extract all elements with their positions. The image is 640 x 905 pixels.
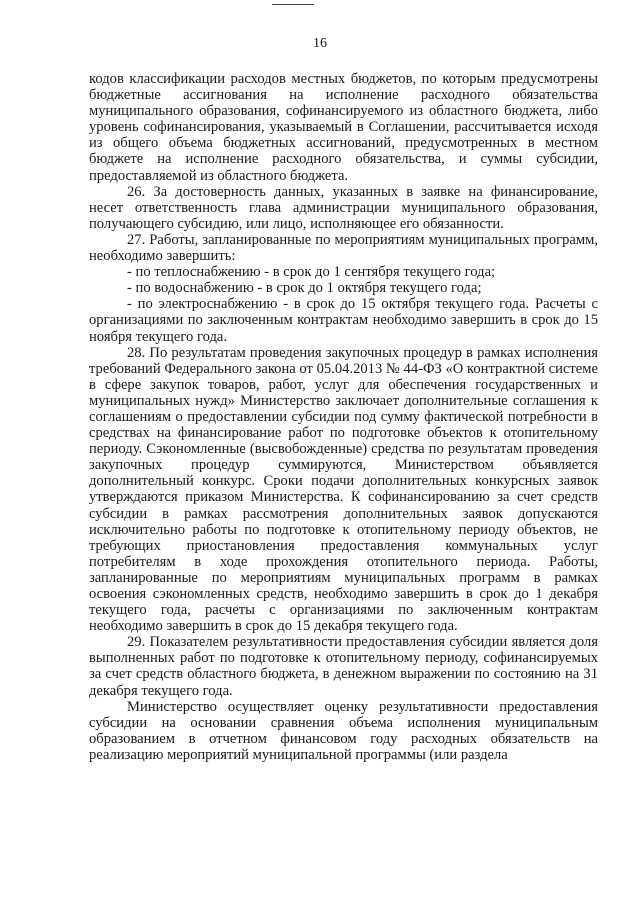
paragraph-27: 27. Работы, запланированные по мероприятиям муниципальных программ, необходимо завершить: <box>89 231 598 265</box>
paragraph-29: 29. Показателем результативности предоставления субсидии является доля выполненных работ по подготовке к отопительному периоду, софинансируемых за счет средств областного бюджета, в денежном выражении по состоянию на 31 декабря текущего года. <box>89 634 598 699</box>
list-item-heat-supply: - по теплоснабжению - в срок до 1 сентября текущего года; <box>127 264 496 281</box>
list-item-electricity-supply: - по электроснабжению - в срок до 15 октября текущего года. Расчеты с организациями по заключенным контрактам необходимо завершить в срок до 15 ноября текущего года. <box>89 296 598 345</box>
paragraph-26: 26. За достоверность данных, указанных в заявке на финансирование, несет ответственность глава администрации муниципального образования, получающего субсидию, или лицо, исполняющее его обязанности. <box>89 183 598 232</box>
document-body <box>89 71 598 763</box>
page-number: 16 <box>313 36 327 51</box>
paragraph-continuation: кодов классификации расходов местных бюджетов, по которым предусмотрены бюджетные ассигнования на исполнение расходного обязательства муниципального образования, софинансируемого из областного бюджета, либо уровень софинансирования, указываемый в Соглашении, рассчитывается исходя из общего объема бюджетных ассигнований, предусмотренных в местном бюджете на исполнение расходного обязательства, и суммы субсидии, предоставляемой из областного бюджета. <box>89 71 598 184</box>
paragraph-28: 28. По результатам проведения закупочных процедур в рамках исполнения требований Федерального закона от 05.04.2013 № 44-ФЗ «О контрактной системе в сфере закупок товаров, работ, услуг для обеспечения государственных и муниципальных нужд» Министерство заключает дополнительные соглашения к соглашениям о предоставлении субсидии под сумму фактической потребности в средствах на финансирование работ по подготовке объектов к отопительному периоду. Сэкономленные (высвобожденные) средства по результатам проведения закупочных процедур суммируются, Министерством объявляется дополнительный конкурс. Сроки подачи дополнительных конкурсных заявок утверждаются приказом Министерства. К софинансированию за счет средств субсидии в рамках рассмотрения дополнительных заявок допускаются исключительно работы по подготовке к отопительному периоду объектов, не требующих приостановления предоставления коммунальных услуг потребителям в ходе прохождения отопительного периода. Работы, запланированные по мероприятиям муниципальных программ в рамках освоения сэкономленных средств, необходимо завершить в срок до 1 декабря текущего года, расчеты с организациями по заключенным контрактам необходимо завершить в срок до 15 декабря текущего года. <box>89 344 598 635</box>
top-rule <box>272 4 314 5</box>
paragraph-assessment: Министерство осуществляет оценку результативности предоставления субсидии на основании сравнения объема исполнения муниципальным образованием в отчетном финансовом году расходных обязательств на реализацию мероприятий муниципальной программы (или раздела <box>89 698 598 763</box>
list-item-water-supply: - по водоснабжению - в срок до 1 октября текущего года; <box>127 280 482 297</box>
